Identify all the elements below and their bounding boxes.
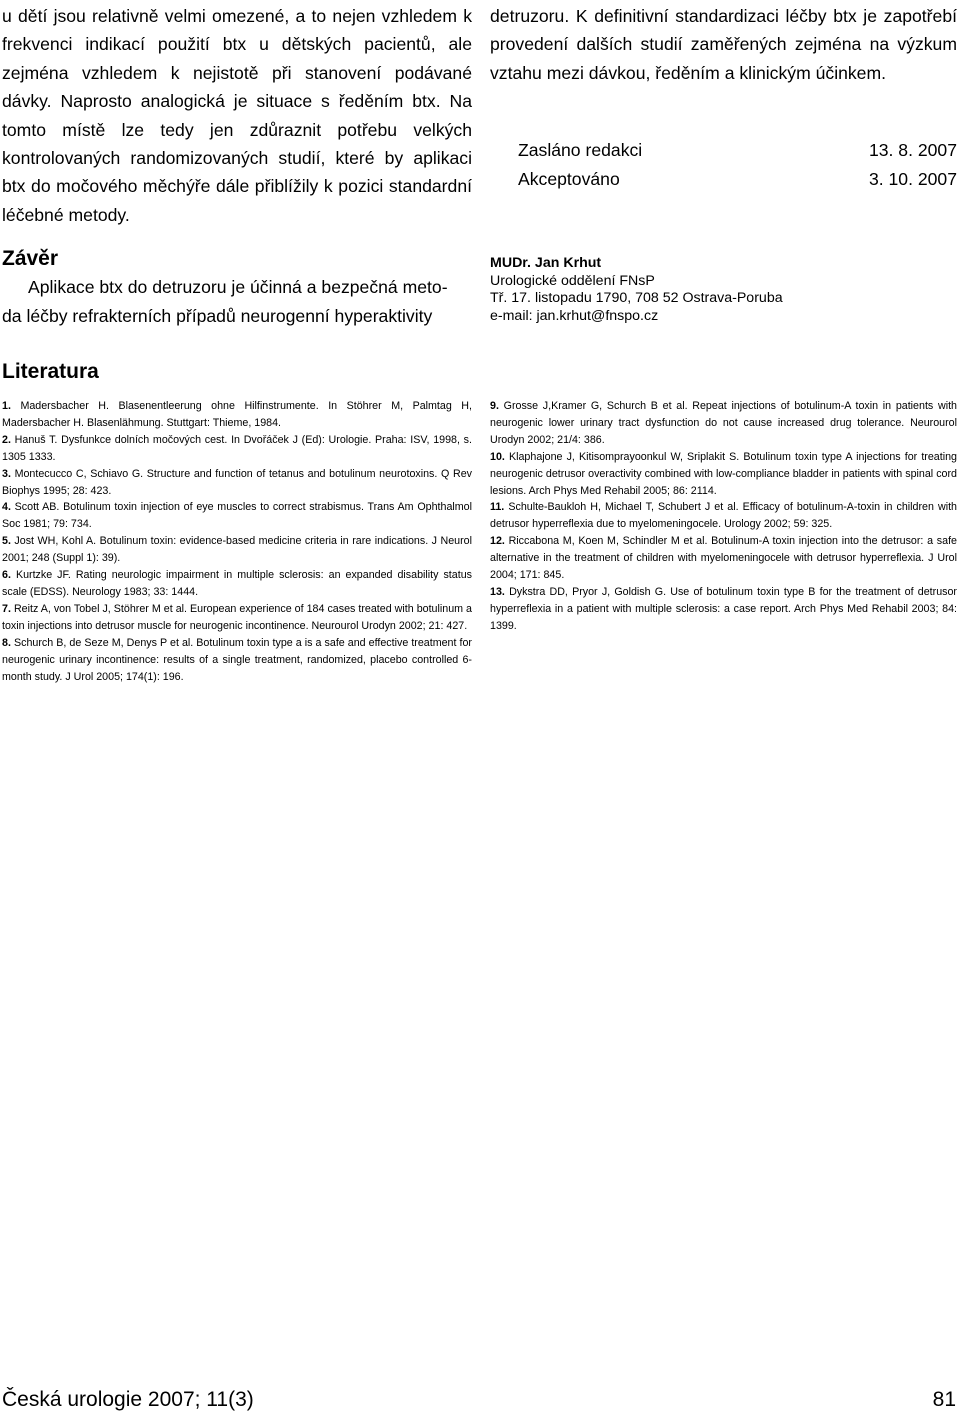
reference-item: [490, 449, 957, 500]
reference-item: [490, 533, 957, 584]
date-value: 3. 10. 2007: [868, 169, 957, 189]
reference-number: 2.: [2, 433, 11, 446]
submission-dates: [490, 136, 957, 194]
date-label: Akceptováno: [518, 169, 620, 189]
reference-number: 5.: [2, 535, 11, 548]
reference-text: Grosse J,Kramer G, Schurch B et al. Repeat injections of botulinum-A toxin in patients with neurogenic lower urinary tract dysfunction do not cause increased drug tolerance. Neurourol Urodyn 2002; 21/4: 386.: [490, 400, 957, 446]
reference-text: Jost WH, Kohl A. Botulinum toxin: evidence-based medicine criteria in rare indications. J Neurol 2001; 248 (Suppl 1): 39).: [2, 535, 472, 565]
author-address: Tř. 17. listopadu 1790, 708 52 Ostrava-Poruba: [490, 290, 783, 306]
reference-list-left: [2, 398, 472, 685]
reference-number: 6.: [2, 569, 11, 582]
reference-text: Montecucco C, Schiavo G. Structure and function of tetanus and botulinum neurotoxins. Q Rev Biophys 1995; 28: 423.: [2, 467, 472, 497]
journal-citation: Česká urologie 2007; 11(3): [2, 1388, 254, 1411]
reference-item: [2, 533, 472, 567]
reference-list-right: [490, 398, 957, 635]
conclusion-line: da léčby refrakterních případů neurogenní hyperaktivity: [2, 306, 433, 326]
author-department: Urologické oddělení FNsP: [490, 272, 655, 289]
reference-number: 8.: [2, 636, 11, 649]
reference-number: 7.: [2, 602, 11, 615]
reference-number: 13.: [490, 585, 505, 598]
author-name: MUDr. Jan Krhut: [490, 255, 602, 271]
body-paragraph-left: u dětí jsou relativně velmi omezené, a to nejen vzhledem k frekvenci indikací použití btx u dětských pacientů, ale zejména vzhledem k nejistotě při stanovení podávané dávky. Naprosto analogická je situace s ředěním btx. Na tomto místě lze tedy jen zdůraznit potřebu velkých kontrolovaných randomizovaných studií, které by aplikaci btx do močového měchýře dále přiblížily k pozici standardní léčebné metody.: [2, 6, 472, 225]
reference-text: Riccabona M, Koen M, Schindler M et al. Botulinum-A toxin injection into the detrusor: a safe alternative in the treatment of children with myelomeningocele with detrusor hyperreflexia. J Urol 2004; 171: 845.: [490, 535, 957, 582]
body-paragraph-right: detruzoru. K definitivní standardizaci léčby btx je zapotřebí provedení dalších studií zaměřených zejména na výzkum vztahu mezi dávkou, ředěním a klinickým účinkem.: [490, 6, 957, 83]
page-number: 81: [932, 1388, 956, 1411]
reference-text: Madersbacher H. Blasenentleerung ohne Hilfinstrumente. In Stöhrer M, Palmtag H, Madersbacher H. Blasenlähmung. Stuttgart: Thieme, 1984.: [2, 400, 472, 429]
date-label: Zasláno redakci: [518, 140, 643, 160]
reference-item: [2, 432, 472, 466]
reference-item: [2, 398, 472, 432]
conclusion-heading: Závěr: [2, 247, 59, 270]
author-contact: [490, 255, 957, 325]
conclusion-line: Aplikace btx do detruzoru je účinná a bezpečná meto-: [28, 277, 448, 297]
reference-item: [2, 499, 472, 533]
reference-number: 11.: [490, 501, 505, 514]
reference-item: [490, 398, 957, 449]
reference-number: 10.: [490, 450, 505, 463]
date-row-submitted: [490, 136, 957, 165]
author-email: e-mail: jan.krhut@fnspo.cz: [490, 307, 659, 324]
reference-text: Scott AB. Botulinum toxin injection of eye muscles to correct strabismus. Trans Am Ophthalmol Soc 1981; 79: 734.: [2, 501, 472, 531]
conclusion-section: [2, 245, 472, 331]
reference-item: [2, 567, 472, 601]
reference-text: Klaphajone J, Kitisomprayoonkul W, Sriplakit S. Botulinum toxin type A injections for treating neurogenic detrusor overactivity combined with low-compliance bladder in patients with spinal cord lesions. Arch Phys Med Rehabil 2005; 86: 2114.: [490, 450, 957, 497]
literature-heading: Literatura: [2, 360, 99, 383]
reference-item: [2, 601, 472, 635]
reference-number: 12.: [490, 535, 505, 548]
reference-number: 4.: [2, 501, 11, 514]
reference-item: [2, 466, 472, 500]
reference-text: Reitz A, von Tobel J, Stöhrer M et al. European experience of 184 cases treated with botulinum a toxin injections into detrusor muscle for neurogenic incontinence. Neurourol Urodyn 2002; 21: 427.: [2, 602, 472, 632]
conclusion-text: [2, 273, 472, 331]
reference-number: 3.: [2, 467, 11, 480]
page-footer: [2, 1386, 956, 1414]
reference-item: [2, 635, 472, 686]
reference-text: Hanuš T. Dysfunkce dolních močových cest. In Dvořáček J (Ed): Urologie. Praha: ISV, 1998, s. 1305 1333.: [2, 433, 472, 463]
reference-item: [490, 499, 957, 533]
reference-text: Dykstra DD, Pryor J, Goldish G. Use of botulinum toxin type B for the treatment of detrusor hyperreflexia in a patient with multiple sclerosis: a case report. Arch Phys Med Rehabil 2003; 84: 1399.: [490, 585, 957, 632]
reference-text: Schulte-Baukloh H, Michael T, Schubert J et al. Efficacy of botulinum-A-toxin in children with detrusor hyperreflexia due to myelomeningocele. Urology 2002; 59: 325.: [490, 501, 957, 531]
reference-item: [490, 584, 957, 635]
date-row-accepted: [490, 165, 957, 194]
date-value: 13. 8. 2007: [868, 140, 957, 160]
reference-number: 9.: [490, 400, 499, 412]
reference-text: Kurtzke JF. Rating neurologic impairment in multiple sclerosis: an expanded disability status scale (EDSS). Neurology 1983; 33: 1444.: [2, 569, 472, 598]
reference-number: 1.: [2, 400, 11, 412]
reference-text: Schurch B, de Seze M, Denys P et al. Botulinum toxin type a is a safe and effective treatment for neurogenic urinary incontinence: results of a single treatment, randomized, placebo controlled 6-month study. J Urol 2005; 174(1): 196.: [2, 636, 472, 683]
